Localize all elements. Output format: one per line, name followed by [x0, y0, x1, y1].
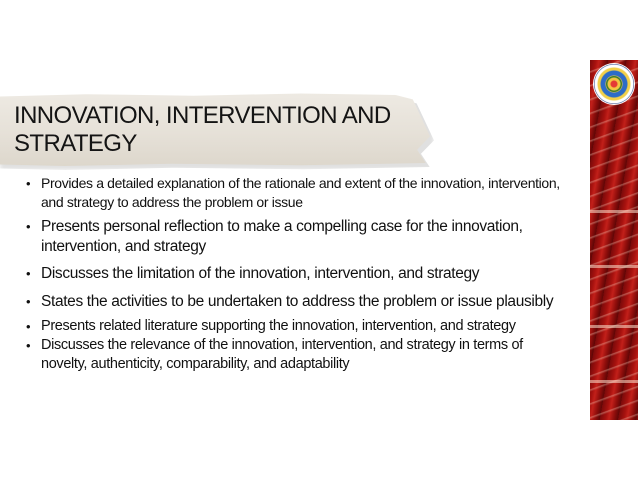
bullet-item: [26, 217, 566, 257]
bullet-item: [26, 264, 566, 284]
bullet-text: Provides a detailed explanation of the rationale and extent of the innovation, intervention, and strategy to address the problem or issue: [41, 175, 560, 210]
bullet-dot: •: [26, 219, 31, 234]
bullet-dot: •: [26, 266, 31, 281]
panel-stripe: [590, 325, 638, 328]
bullet-item: [26, 317, 566, 336]
decorative-fabric-panel: [590, 60, 638, 420]
seal-center: [606, 76, 622, 92]
bullet-item: [26, 336, 566, 374]
bullet-text: Presents personal reflection to make a compelling case for the innovation, intervention, and strategy: [41, 218, 523, 255]
panel-stripe: [590, 210, 638, 213]
bullet-text: Discusses the relevance of the innovation, intervention, and strategy in terms of novelty, authenticity, comparability, and adaptability: [41, 337, 523, 372]
school-seal-icon: [594, 64, 634, 104]
bullet-item: [26, 174, 566, 212]
bullet-item: [26, 292, 566, 312]
bullet-text: Discusses the limitation of the innovation, intervention, and strategy: [41, 265, 480, 282]
bullet-text: States the activities to be undertaken to address the problem or issue plausibly: [41, 293, 554, 310]
bullet-dot: •: [26, 319, 31, 334]
bullet-list: [26, 174, 566, 374]
slide-title-line-2: STRATEGY: [14, 130, 137, 157]
panel-stripe: [590, 380, 638, 383]
panel-stripe: [590, 265, 638, 268]
slide-title-line-1: INNOVATION, INTERVENTION AND: [14, 102, 391, 129]
bullet-dot: •: [26, 176, 31, 191]
bullet-dot: •: [26, 294, 31, 309]
slide-title: [14, 102, 434, 158]
bullet-text: Presents related literature supporting the innovation, intervention, and strategy: [41, 318, 516, 334]
bullet-dot: •: [26, 338, 31, 353]
